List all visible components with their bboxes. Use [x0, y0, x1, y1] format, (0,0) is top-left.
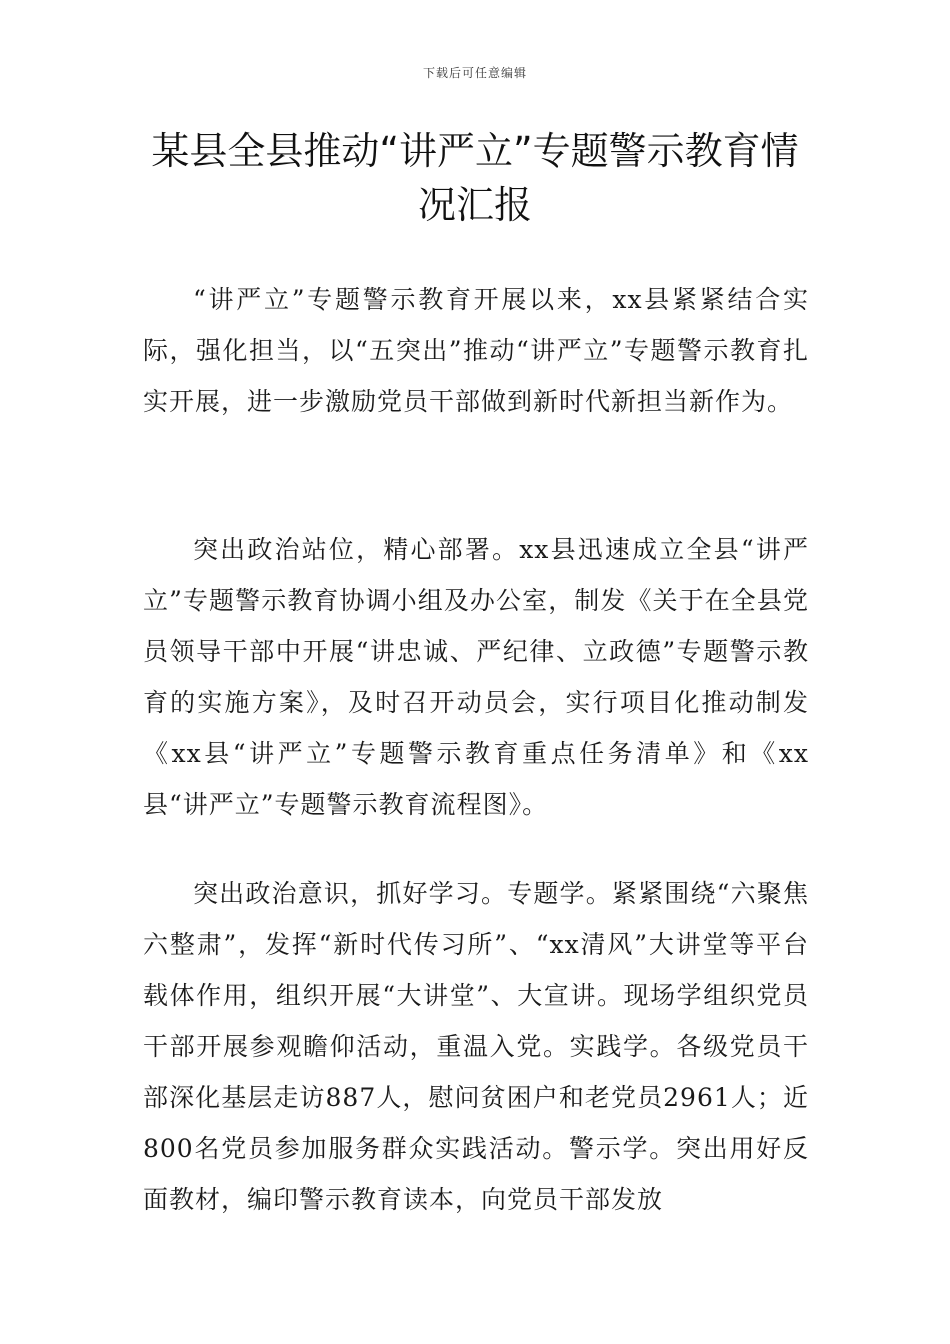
document-title	[120, 124, 830, 232]
paragraph-political-awareness: 突出政治意识，抓好学习。专题学。紧紧围绕“六聚焦六整肃”，发挥“新时代传习所”、“xx清风”大讲堂等平台载体作用，组织开展“大讲堂”、大宣讲。现场学组织党员干部开展参观瞻仰活动，重温入党。实践学。各级党员干部深化基层走访887人，慰问贫困户和老党员2961人；近800名党员参加服务群众实践活动。警示学。突出用好反面教材，编印警示教育读本，向党员干部发放	[143, 879, 809, 1214]
header-note: 下载后可任意编辑	[422, 66, 527, 80]
document-title-line-1: 某县全县推动“讲严立”专题警示教育情	[151, 129, 799, 173]
paragraph-political-position: 突出政治站位，精心部署。xx县迅速成立全县“讲严立”专题警示教育协调小组及办公室，制发《关于在全县党员领导干部中开展“讲忠诚、严纪律、立政德”专题警示教育的实施方案》，及时召开动员会，实行项目化推动制发《xx县“讲严立”专题警示教育重点任务清单》和《xx县“讲严立”专题警示教育流程图》。	[143, 535, 809, 819]
paragraph-intro: “讲严立”专题警示教育开展以来，xx县紧紧结合实际，强化担当，以“五突出”推动“讲严立”专题警示教育扎实开展，进一步激励党员干部做到新时代新担当新作为。	[143, 285, 809, 416]
document-title-line-2: 况汇报	[417, 183, 532, 227]
